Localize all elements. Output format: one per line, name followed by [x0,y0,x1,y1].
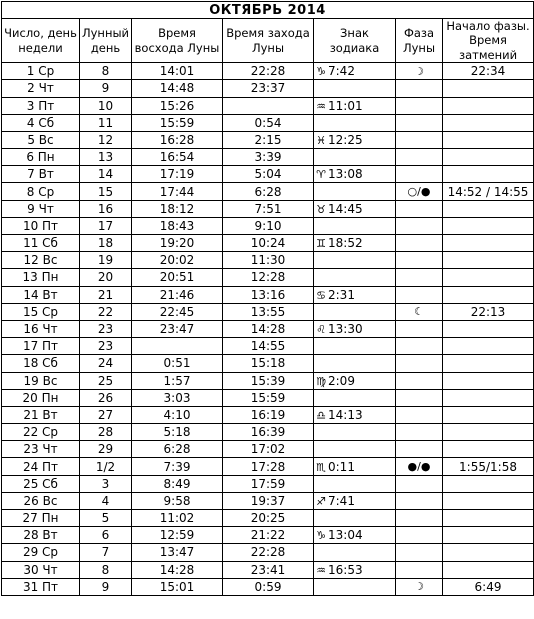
moonset-cell: 17:02 [223,441,314,458]
phase-cell [396,149,443,166]
title-row [2,2,534,19]
day-cell: 23 Чт [2,441,80,458]
zodiac-cell [314,492,396,509]
day-cell: 18 Сб [2,355,80,372]
zodiac-cell [314,372,396,389]
moonset-cell: 23:37 [223,80,314,97]
moonset-cell: 11:30 [223,252,314,269]
day-cell: 27 Пн [2,510,80,527]
moonrise-cell: 20:51 [132,269,223,286]
moonset-cell: 17:59 [223,475,314,492]
zodiac-sign-icon: ♌ [316,323,326,337]
phase-cell [396,372,443,389]
phase-cell [396,544,443,561]
day-cell: 13 Пн [2,269,80,286]
phase-start-cell [443,475,534,492]
moonset-cell: 9:10 [223,217,314,234]
zodiac-cell [314,527,396,544]
day-cell: 24 Пт [2,458,80,475]
zodiac-cell [314,510,396,527]
zodiac-cell [314,578,396,595]
phase-cell [396,303,443,320]
lunar-day-cell: 20 [80,269,132,286]
moonrise-cell: 21:46 [132,286,223,303]
day-cell: 28 Вт [2,527,80,544]
phase-cell [396,561,443,578]
zodiac-cell [314,303,396,320]
moonset-cell: 0:59 [223,578,314,595]
table-row [2,578,534,595]
phase-start-cell [443,252,534,269]
zodiac-cell [314,544,396,561]
moonset-cell: 15:59 [223,389,314,406]
phase-start-cell [443,510,534,527]
table-row [2,527,534,544]
table-row [2,235,534,252]
day-cell: 11 Сб [2,235,80,252]
zodiac-sign-icon: ♑ [316,65,326,79]
moonrise-cell: 0:51 [132,355,223,372]
zodiac-cell [314,441,396,458]
moonrise-cell: 5:18 [132,424,223,441]
table-row [2,183,534,200]
header-day: Число, день недели [2,19,80,63]
phase-start-cell [443,338,534,355]
table-row [2,441,534,458]
moonrise-cell: 17:44 [132,183,223,200]
phase-cell [396,183,443,200]
moonrise-cell: 6:28 [132,441,223,458]
lunar-day-cell: 3 [80,475,132,492]
moonrise-cell: 11:02 [132,510,223,527]
phase-start-cell [443,166,534,183]
lunar-day-cell: 25 [80,372,132,389]
phase-start-cell [443,97,534,114]
lunar-day-cell: 6 [80,527,132,544]
table-row [2,286,534,303]
lunar-day-cell: 5 [80,510,132,527]
table-row [2,424,534,441]
zodiac-cell [314,131,396,148]
zodiac-cell [314,235,396,252]
zodiac-sign-icon: ♏ [316,460,326,474]
zodiac-time: 18:52 [328,236,363,251]
zodiac-time: 11:01 [328,98,363,113]
day-cell: 20 Пн [2,389,80,406]
day-cell: 16 Чт [2,320,80,337]
zodiac-cell [314,475,396,492]
lunar-day-cell: 19 [80,252,132,269]
moonset-cell: 0:54 [223,114,314,131]
phase-cell [396,475,443,492]
moonrise-cell: 17:19 [132,166,223,183]
lunar-day-cell: 21 [80,286,132,303]
zodiac-cell [314,355,396,372]
phase-start-cell [443,492,534,509]
day-cell: 19 Вс [2,372,80,389]
zodiac-cell [314,424,396,441]
zodiac-cell [314,80,396,97]
phase-start-cell [443,406,534,423]
moonset-cell: 10:24 [223,235,314,252]
phase-start-cell [443,131,534,148]
table-row [2,338,534,355]
phase-start-cell [443,114,534,131]
moonrise-cell: 18:12 [132,200,223,217]
day-cell: 6 Пн [2,149,80,166]
lunar-day-cell: 23 [80,320,132,337]
zodiac-sign-icon: ♍ [316,374,326,388]
phase-cell [396,269,443,286]
zodiac-sign-icon: ♐ [316,494,326,508]
phase-start-cell [443,286,534,303]
table-row [2,406,534,423]
zodiac-sign-icon: ♈ [316,168,326,182]
moonset-cell: 6:28 [223,183,314,200]
table-row [2,320,534,337]
phase-cell [396,406,443,423]
zodiac-cell [314,286,396,303]
table-row [2,510,534,527]
lunar-day-cell: 1/2 [80,458,132,475]
table-row [2,166,534,183]
phase-cell [396,527,443,544]
moonrise-cell: 15:26 [132,97,223,114]
lunar-day-cell: 17 [80,217,132,234]
phase-cell [396,578,443,595]
moonset-cell: 2:15 [223,131,314,148]
moonset-cell: 5:04 [223,166,314,183]
phase-start-cell [443,544,534,561]
moonrise-cell: 14:01 [132,63,223,80]
lunar-day-cell: 10 [80,97,132,114]
table-row [2,252,534,269]
lunar-day-cell: 15 [80,183,132,200]
header-row [2,19,534,63]
zodiac-sign-icon: ♎ [316,408,326,422]
day-cell: 15 Ср [2,303,80,320]
zodiac-time: 14:45 [328,201,363,216]
zodiac-cell [314,269,396,286]
zodiac-cell [314,200,396,217]
moonrise-cell [132,338,223,355]
moonset-cell: 13:16 [223,286,314,303]
moonset-cell: 22:28 [223,544,314,561]
lunar-day-cell: 16 [80,200,132,217]
table-row [2,389,534,406]
phase-start-cell [443,217,534,234]
phase-start-cell [443,80,534,97]
phase-start-cell [443,441,534,458]
phase-cell [396,355,443,372]
zodiac-cell [314,217,396,234]
moonset-cell: 16:19 [223,406,314,423]
lunar-day-cell: 14 [80,166,132,183]
phase-start-cell: 14:52 / 14:55 [443,183,534,200]
phase-cell [396,441,443,458]
moonset-cell: 7:51 [223,200,314,217]
moon-phase-icon: ○/● [407,185,431,199]
day-cell: 22 Ср [2,424,80,441]
zodiac-time: 0:11 [328,459,355,474]
moon-phase-icon: ☽ [414,580,424,594]
table-row [2,492,534,509]
zodiac-cell [314,183,396,200]
lunar-day-cell: 28 [80,424,132,441]
zodiac-sign-icon: ♋ [316,288,326,302]
lunar-day-cell: 12 [80,131,132,148]
table-row [2,80,534,97]
phase-start-cell: 6:49 [443,578,534,595]
zodiac-time: 16:53 [328,562,363,577]
header-phase-start: Начало фазы. Время затмений [443,19,534,63]
lunar-day-cell: 8 [80,63,132,80]
moonset-cell: 15:39 [223,372,314,389]
phase-start-cell [443,372,534,389]
zodiac-sign-icon: ♒ [316,563,326,577]
zodiac-cell [314,406,396,423]
zodiac-sign-icon: ♓ [316,133,326,147]
zodiac-sign-icon: ♑ [316,529,326,543]
zodiac-time: 7:41 [328,493,355,508]
table-row [2,149,534,166]
lunar-day-cell: 9 [80,80,132,97]
phase-cell [396,217,443,234]
day-cell: 26 Вс [2,492,80,509]
lunar-day-cell: 23 [80,338,132,355]
zodiac-cell [314,149,396,166]
table-row [2,131,534,148]
zodiac-time: 12:25 [328,132,363,147]
moonset-cell [223,97,314,114]
lunar-day-cell: 27 [80,406,132,423]
day-cell: 4 Сб [2,114,80,131]
lunar-day-cell: 29 [80,441,132,458]
moonrise-cell: 7:39 [132,458,223,475]
moonrise-cell: 16:54 [132,149,223,166]
zodiac-cell [314,389,396,406]
moonrise-cell: 20:02 [132,252,223,269]
moonrise-cell: 18:43 [132,217,223,234]
header-moonrise: Время восхода Луны [132,19,223,63]
zodiac-time: 13:30 [328,322,363,337]
day-cell: 5 Вс [2,131,80,148]
table-row [2,303,534,320]
moonrise-cell: 14:28 [132,561,223,578]
page-title: ОКТЯБРЬ 2014 [2,2,534,19]
moon-phase-icon: ☾ [414,305,424,319]
table-body [2,63,534,596]
lunar-day-cell: 26 [80,389,132,406]
moonrise-cell: 13:47 [132,544,223,561]
moonset-cell: 12:28 [223,269,314,286]
lunar-day-cell: 9 [80,578,132,595]
zodiac-time: 13:08 [328,167,363,182]
day-cell: 29 Ср [2,544,80,561]
day-cell: 14 Вт [2,286,80,303]
zodiac-cell [314,63,396,80]
day-cell: 30 Чт [2,561,80,578]
day-cell: 21 Вт [2,406,80,423]
phase-cell [396,166,443,183]
moonset-cell: 13:55 [223,303,314,320]
phase-start-cell [443,389,534,406]
zodiac-time: 2:09 [328,373,355,388]
header-moonset: Время захода Луны [223,19,314,63]
day-cell: 9 Чт [2,200,80,217]
moonrise-cell: 14:48 [132,80,223,97]
phase-start-cell [443,527,534,544]
moonset-cell: 23:41 [223,561,314,578]
day-cell: 31 Пт [2,578,80,595]
zodiac-cell [314,97,396,114]
lunar-day-cell: 7 [80,544,132,561]
phase-start-cell [443,235,534,252]
header-zodiac: Знак зодиака [314,19,396,63]
day-cell: 2 Чт [2,80,80,97]
zodiac-time: 7:42 [328,64,355,79]
moonrise-cell: 8:49 [132,475,223,492]
moonrise-cell: 23:47 [132,320,223,337]
table-row [2,63,534,80]
moonset-cell: 22:28 [223,63,314,80]
phase-cell [396,320,443,337]
zodiac-cell [314,458,396,475]
phase-cell [396,424,443,441]
phase-cell [396,114,443,131]
phase-start-cell [443,424,534,441]
moonrise-cell: 22:45 [132,303,223,320]
phase-start-cell: 22:34 [443,63,534,80]
phase-start-cell [443,200,534,217]
phase-cell [396,200,443,217]
lunar-day-cell: 4 [80,492,132,509]
lunar-day-cell: 18 [80,235,132,252]
table-row [2,269,534,286]
moonrise-cell: 4:10 [132,406,223,423]
zodiac-cell [314,252,396,269]
table-row [2,561,534,578]
phase-start-cell: 1:55/1:58 [443,458,534,475]
header-phase: Фаза Луны [396,19,443,63]
phase-cell [396,338,443,355]
day-cell: 17 Пт [2,338,80,355]
phase-cell [396,286,443,303]
lunar-day-cell: 24 [80,355,132,372]
moonrise-cell: 16:28 [132,131,223,148]
moonset-cell: 15:18 [223,355,314,372]
moonset-cell: 20:25 [223,510,314,527]
phase-start-cell [443,561,534,578]
moonrise-cell: 1:57 [132,372,223,389]
moonrise-cell: 15:59 [132,114,223,131]
lunar-day-cell: 11 [80,114,132,131]
zodiac-time: 14:13 [328,407,363,422]
zodiac-cell [314,166,396,183]
moonset-cell: 14:55 [223,338,314,355]
moonrise-cell: 3:03 [132,389,223,406]
moon-phase-icon: ☽ [414,64,424,78]
moonrise-cell: 19:20 [132,235,223,252]
day-cell: 12 Вс [2,252,80,269]
table-row [2,372,534,389]
moon-phase-icon: ●/● [407,460,431,474]
moonset-cell: 3:39 [223,149,314,166]
phase-start-cell [443,269,534,286]
phase-start-cell [443,320,534,337]
zodiac-cell [314,114,396,131]
day-cell: 10 Пт [2,217,80,234]
zodiac-sign-icon: ♒ [316,99,326,113]
table-row [2,97,534,114]
moonrise-cell: 12:59 [132,527,223,544]
lunar-day-cell: 13 [80,149,132,166]
phase-cell [396,458,443,475]
moonset-cell: 21:22 [223,527,314,544]
table-row [2,114,534,131]
day-cell: 1 Ср [2,63,80,80]
zodiac-cell [314,561,396,578]
phase-cell [396,510,443,527]
day-cell: 7 Вт [2,166,80,183]
moonrise-cell: 15:01 [132,578,223,595]
moonrise-cell: 9:58 [132,492,223,509]
day-cell: 3 Пт [2,97,80,114]
moonset-cell: 16:39 [223,424,314,441]
table-row [2,217,534,234]
day-cell: 25 Сб [2,475,80,492]
table-row [2,544,534,561]
moonset-cell: 19:37 [223,492,314,509]
table-row [2,200,534,217]
phase-cell [396,235,443,252]
zodiac-cell [314,320,396,337]
zodiac-time: 13:04 [328,528,363,543]
header-lunar-day: Лунный день [80,19,132,63]
phase-cell [396,492,443,509]
phase-cell [396,80,443,97]
phase-cell [396,131,443,148]
zodiac-sign-icon: ♊ [316,237,326,251]
day-cell: 8 Ср [2,183,80,200]
zodiac-time: 2:31 [328,287,355,302]
phase-start-cell [443,149,534,166]
phase-cell [396,63,443,80]
moonset-cell: 14:28 [223,320,314,337]
phase-cell [396,252,443,269]
moon-calendar-table [1,1,534,596]
table-row [2,355,534,372]
table-row [2,458,534,475]
lunar-day-cell: 8 [80,561,132,578]
lunar-day-cell: 22 [80,303,132,320]
zodiac-cell [314,338,396,355]
phase-start-cell: 22:13 [443,303,534,320]
phase-cell [396,389,443,406]
phase-start-cell [443,355,534,372]
moonset-cell: 17:28 [223,458,314,475]
table-row [2,475,534,492]
phase-cell [396,97,443,114]
zodiac-sign-icon: ♉ [316,202,326,216]
